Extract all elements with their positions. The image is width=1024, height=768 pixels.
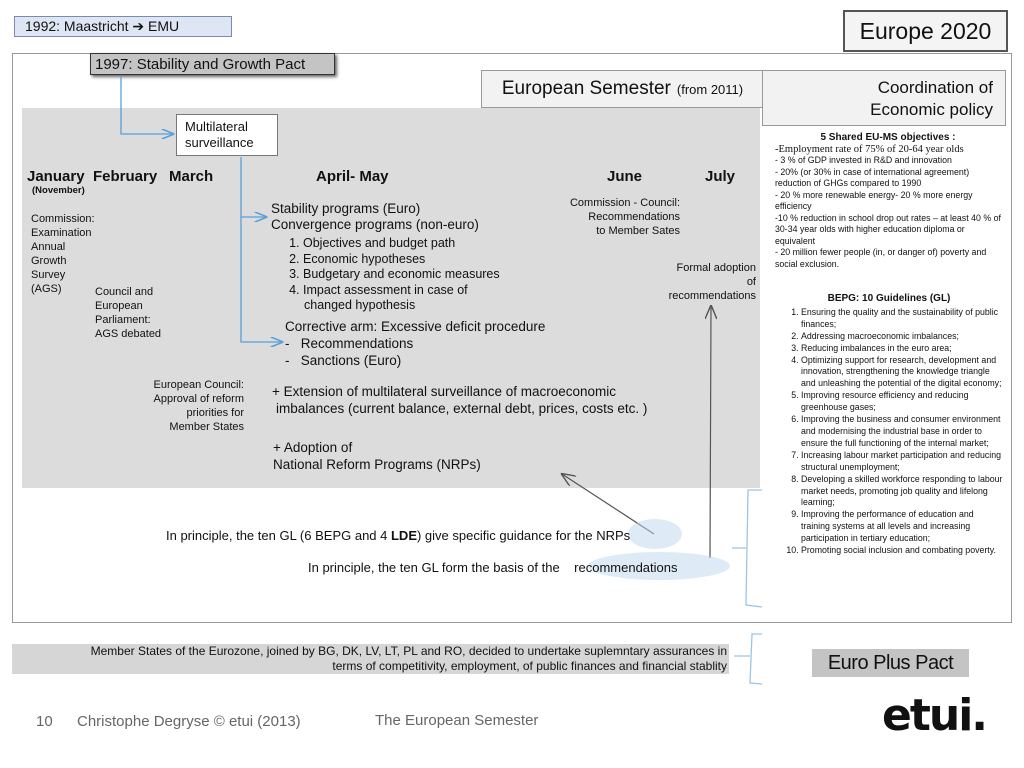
commission-ags-line: Survey [31,269,66,281]
bepg-title: BEPG: 10 Guidelines (GL) [827,293,951,304]
council-ep-line: Council and [95,286,154,298]
step-item: 1. Objectives and budget path [303,236,571,252]
month-april-may: April- May [316,168,389,185]
objective-item: - 3 % of GDP invested in R&D and innovation [775,155,952,165]
note-line: Member States of the Eurozone, joined by BG, DK, LV, LT, PL and RO, decided to undertake suplemntary assurances in [90,644,727,658]
recommendations-arrow [710,306,711,558]
commission-ags-line: Growth [31,255,67,267]
nrps-highlight [628,519,682,549]
month-july: July [705,168,736,185]
eu-council-line: Member States [169,421,244,433]
semester-title: European Semester [501,78,671,99]
month-february: February [93,168,158,185]
council-ep-line: European [95,300,143,312]
eu-council-line: Approval of reform [153,393,244,405]
commission-ags-line: Annual [31,241,66,253]
guideline-item: 7. Increasing labour market participation and reducing structural unemployment; [801,450,1003,474]
coordination-line-2: Economic policy [870,100,993,119]
step-item: 4. Impact assessment in case of [303,283,571,299]
principle-nrps: In principle, the ten GL (6 BEPG and 4 LDE) give specific guidance for the NRPs [166,528,631,543]
month-november: (November) [32,185,85,196]
guideline-item: 5. Improving resource efficiency and reducing greenhouse gases; [801,390,1003,414]
europlus-bracket [734,634,762,684]
objective-item: - 20% (or 30% in case of international agreement) reduction of GHGs compared to 1990 [775,166,970,188]
adoption-nrp [273,439,481,473]
commission-ags-line: (AGS) [31,283,62,295]
month-january: January [27,168,85,185]
note-line: terms of competitivity, employment, of public finances and financial stablity [332,659,727,673]
program-steps [271,236,571,313]
formal-adoption [656,261,756,303]
guidelines-bracket [732,490,762,607]
european-council [130,378,244,434]
eu-council-line: priorities for [186,407,244,419]
corrective-item: - Recommendations [285,336,414,351]
step-continuation: changed hypothesis [304,298,416,312]
objective-item: - 20 % more renewable energy- 20 % more energy efficiency [775,189,973,211]
commission-ags-line: Examination [31,227,92,239]
council-ep-line: AGS debated [95,328,162,340]
objective-item: -10 % reduction in school drop out rates – at least 40 % of 30-34 year olds with higher education diploma or equivalent [775,212,1001,246]
objective-item: -Employment rate of 75% of 20-64 year olds [775,143,964,155]
objectives-title: 5 Shared EU-MS objectives : [820,132,956,143]
cc-line: to Member Sates [596,225,680,237]
step-item: 2. Economic hypotheses [303,252,571,268]
month-june: June [607,168,643,185]
sgp-to-multilateral-arrow [121,76,173,134]
guideline-item: 4. Optimizing support for research, development and innovation, strengthening the knowledge triangle and unleashing the potential of the digital economy; [801,355,1003,391]
bepg-guidelines [775,293,1003,557]
guideline-item: 1. Ensuring the quality and the sustainability of public finances; [801,307,1003,331]
extension-surveillance [272,383,647,417]
euro-plus-note [12,644,729,674]
formal-adoption-line: recommendations [668,290,756,302]
author-credit: Christophe Degryse © etui (2013) [77,713,301,730]
step-item: 3. Budgetary and economic measures [303,267,571,283]
guideline-item: 2. Addressing macroeconomic imbalances; [801,331,1003,343]
maastricht-label: 1992: Maastricht ➔ EMU [14,16,232,37]
multilateral-line-2: surveillance [185,135,254,150]
page-number: 10 [36,713,53,730]
guideline-item: 6. Improving the business and consumer environment and modernising the industrial base in order to ensure the full functioning of the internal market; [801,414,1003,450]
commission-ags-line: Commission: [31,213,95,225]
slide-title: The European Semester [375,712,539,729]
semester-subtitle: (from 2011) [676,81,744,97]
extension-line: + Extension of multilateral surveillance of macroeconomic [272,384,617,399]
council-parliament [95,285,161,341]
principle-recommendations: In principle, the ten GL form the basis of the recommendations [308,560,678,575]
etui-logo: etui. [882,690,986,741]
stability-line: Stability programs (Euro) [271,201,421,216]
corrective-arm [285,318,545,369]
convergence-line: Convergence programs (non-euro) [271,217,479,232]
euro-plus-pact-label: Euro Plus Pact [812,649,969,677]
eu-council-line: European Council: [153,379,244,391]
commission-council-recommendations [560,196,680,238]
formal-adoption-line: of [746,276,756,288]
month-march: March [169,168,214,185]
multilateral-to-stability-arrow [241,157,266,217]
coordination-line-1: Coordination of [877,78,993,97]
adoption-line: + Adoption of [273,440,353,455]
corrective-item: - Sanctions (Euro) [285,353,402,368]
eu-objectives [775,132,1001,270]
guideline-item: 8. Developing a skilled workforce responding to labour market needs, promoting job quality and lifelong learning; [801,474,1003,510]
cc-line: Commission - Council: [569,197,680,209]
adoption-line: National Reform Programs (NRPs) [273,457,481,472]
extension-line: imbalances (current balance, external debt, prices, costs etc. ) [276,401,648,416]
stability-programs [271,201,479,233]
commission-ags [31,212,95,296]
europe-2020-title: Europe 2020 [843,10,1008,52]
guideline-item: 10. Promoting social inclusion and combating poverty. [801,545,1003,557]
cc-line: Recommendations [588,211,680,223]
stability-growth-pact-label: 1997: Stability and Growth Pact [90,53,335,75]
objective-item: - 20 million fewer people (in, or danger of) poverty and social exclusion. [775,247,987,269]
council-ep-line: Parliament: [95,314,151,326]
multilateral-surveillance-box [176,114,278,156]
guideline-item: 9. Improving the performance of education and training systems at all levels and increasing participation in tertiary education; [801,509,1003,545]
multilateral-line-1: Multilateral [185,119,248,134]
guideline-item: 3. Reducing imbalances in the euro area; [801,343,1003,355]
corrective-title: Corrective arm: Excessive deficit procedure [285,319,546,334]
formal-adoption-line: Formal adoption [676,262,756,274]
